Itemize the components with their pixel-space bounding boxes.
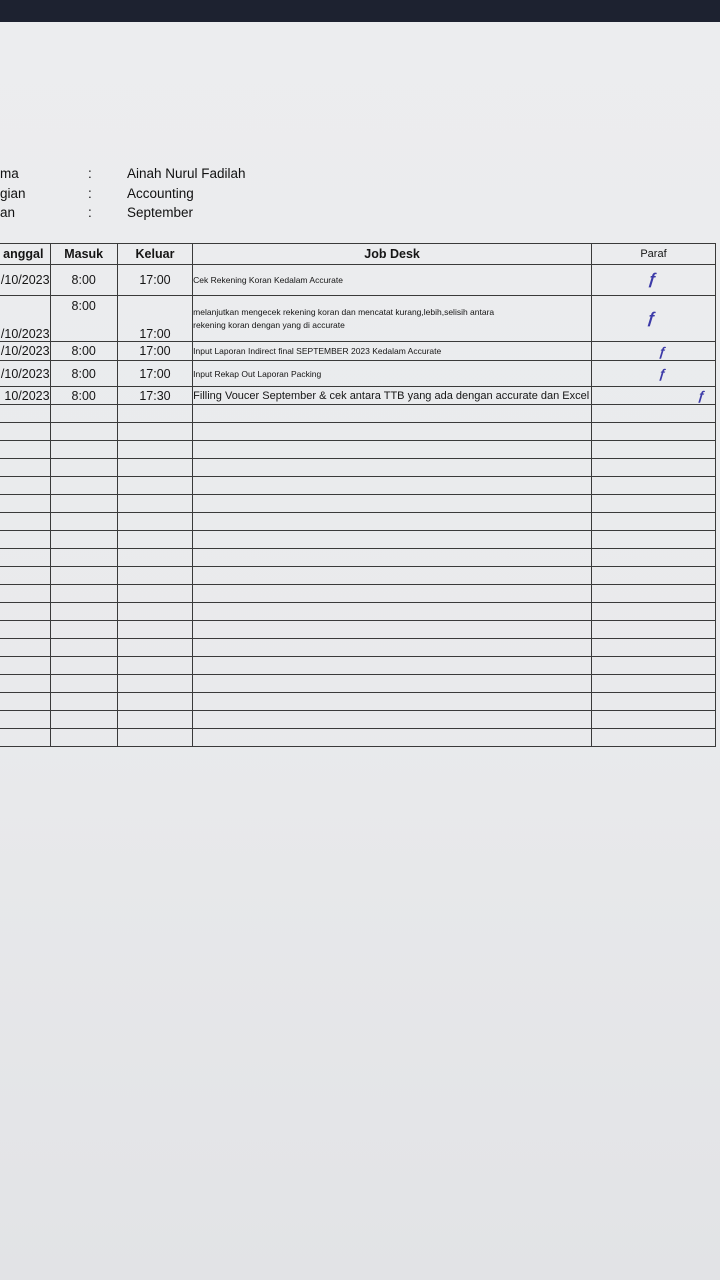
- empty-cell: [117, 513, 192, 531]
- empty-cell: [193, 477, 592, 495]
- empty-cell: [193, 531, 592, 549]
- empty-row: [0, 693, 716, 711]
- empty-cell: [591, 405, 715, 423]
- empty-cell: [50, 423, 117, 441]
- empty-cell: [0, 675, 50, 693]
- name-label: ma: [0, 166, 19, 181]
- empty-cell: [193, 657, 592, 675]
- row-date: /10/2023: [0, 361, 50, 387]
- signature-mark-icon: ƒ: [658, 343, 667, 359]
- row-job: [193, 296, 592, 342]
- empty-cell: [193, 603, 592, 621]
- empty-cell: [193, 585, 592, 603]
- empty-row: [0, 639, 716, 657]
- empty-row: [0, 567, 716, 585]
- row-job: Cek Rekening Koran Kedalam Accurate: [193, 265, 592, 296]
- empty-cell: [50, 549, 117, 567]
- empty-cell: [117, 675, 192, 693]
- row-out: 17:00: [117, 361, 192, 387]
- empty-cell: [193, 639, 592, 657]
- empty-cell: [591, 693, 715, 711]
- table-row: [0, 265, 716, 296]
- empty-cell: [117, 621, 192, 639]
- empty-cell: [0, 585, 50, 603]
- empty-cell: [0, 477, 50, 495]
- empty-cell: [50, 513, 117, 531]
- empty-cell: [591, 621, 715, 639]
- document-page: [0, 22, 720, 1280]
- empty-cell: [50, 459, 117, 477]
- row-date: /10/2023: [0, 265, 50, 296]
- signature-mark-icon: ƒ: [658, 366, 667, 381]
- empty-cell: [591, 513, 715, 531]
- row-in: [50, 296, 117, 342]
- empty-cell: [117, 405, 192, 423]
- row-out: 17:00: [117, 296, 192, 342]
- empty-cell: [0, 459, 50, 477]
- empty-cell: [193, 441, 592, 459]
- empty-cell: [50, 711, 117, 729]
- empty-cell: [591, 657, 715, 675]
- empty-cell: [591, 531, 715, 549]
- empty-row: [0, 495, 716, 513]
- empty-row: [0, 513, 716, 531]
- empty-cell: [117, 567, 192, 585]
- empty-cell: [0, 657, 50, 675]
- month-colon: :: [88, 205, 92, 220]
- header-in: Masuk: [50, 244, 117, 265]
- empty-cell: [0, 495, 50, 513]
- department-value: Accounting: [127, 186, 194, 201]
- empty-cell: [50, 495, 117, 513]
- empty-cell: [591, 495, 715, 513]
- table-header-row: [0, 244, 716, 265]
- table-row: [0, 387, 716, 405]
- empty-cell: [193, 549, 592, 567]
- empty-row: [0, 729, 716, 747]
- empty-cell: [117, 711, 192, 729]
- empty-cell: [193, 495, 592, 513]
- empty-cell: [591, 675, 715, 693]
- empty-cell: [50, 441, 117, 459]
- empty-row: [0, 621, 716, 639]
- empty-cell: [193, 459, 592, 477]
- department-colon: :: [88, 186, 92, 201]
- row-date: /10/2023: [0, 342, 50, 361]
- empty-row: [0, 459, 716, 477]
- empty-cell: [50, 477, 117, 495]
- empty-cell: [0, 405, 50, 423]
- empty-cell: [117, 459, 192, 477]
- empty-cell: [591, 585, 715, 603]
- empty-cell: [117, 639, 192, 657]
- row-job: Filling Voucer September & cek antara TTB yang ada dengan accurate dan Excel: [193, 387, 592, 405]
- empty-cell: [117, 693, 192, 711]
- header-job-desk: Job Desk: [193, 244, 592, 265]
- signature-mark-icon: ƒ: [646, 309, 657, 327]
- row-job: Input Laporan Indirect final SEPTEMBER 2023 Kedalam Accurate: [193, 342, 592, 361]
- empty-cell: [591, 729, 715, 747]
- empty-cell: [193, 423, 592, 441]
- empty-cell: [117, 441, 192, 459]
- empty-cell: [0, 423, 50, 441]
- row-out: 17:00: [117, 342, 192, 361]
- empty-cell: [117, 549, 192, 567]
- row-in-value: 8:00: [71, 299, 96, 313]
- empty-row: [0, 423, 716, 441]
- empty-cell: [0, 729, 50, 747]
- empty-cell: [591, 549, 715, 567]
- empty-cell: [0, 567, 50, 585]
- empty-cell: [0, 639, 50, 657]
- empty-cell: [591, 441, 715, 459]
- row-in: 8:00: [50, 387, 117, 405]
- row-job-line2: rekening koran dengan yang di accurate: [193, 319, 345, 330]
- empty-cell: [193, 729, 592, 747]
- empty-cell: [193, 567, 592, 585]
- empty-cell: [0, 603, 50, 621]
- row-in: 8:00: [50, 265, 117, 296]
- empty-cell: [50, 729, 117, 747]
- empty-row: [0, 711, 716, 729]
- empty-cell: [50, 603, 117, 621]
- empty-cell: [0, 621, 50, 639]
- row-date: 10/2023: [0, 387, 50, 405]
- department-label: gian: [0, 186, 26, 201]
- empty-cell: [193, 693, 592, 711]
- row-paraf: [591, 361, 715, 387]
- empty-cell: [591, 639, 715, 657]
- empty-cell: [0, 441, 50, 459]
- empty-cell: [591, 459, 715, 477]
- month-label: an: [0, 205, 16, 220]
- empty-cell: [50, 567, 117, 585]
- empty-row: [0, 657, 716, 675]
- empty-row: [0, 675, 716, 693]
- table-row: [0, 342, 716, 361]
- empty-cell: [193, 711, 592, 729]
- header-paraf: Paraf: [591, 244, 715, 265]
- empty-cell: [193, 621, 592, 639]
- empty-cell: [193, 405, 592, 423]
- empty-cell: [50, 531, 117, 549]
- header-out: Keluar: [117, 244, 192, 265]
- empty-cell: [0, 711, 50, 729]
- empty-cell: [591, 423, 715, 441]
- empty-cell: [117, 603, 192, 621]
- signature-mark-icon: ƒ: [647, 271, 658, 288]
- empty-cell: [117, 657, 192, 675]
- empty-cell: [0, 693, 50, 711]
- empty-cell: [591, 477, 715, 495]
- row-in: 8:00: [50, 361, 117, 387]
- row-paraf: [591, 265, 715, 296]
- empty-cell: [117, 495, 192, 513]
- attendance-table: [0, 243, 716, 747]
- signature-mark-icon: ƒ: [697, 388, 706, 403]
- empty-cell: [591, 567, 715, 585]
- header-date: anggal: [0, 244, 50, 265]
- empty-row: [0, 585, 716, 603]
- empty-cell: [0, 531, 50, 549]
- empty-cell: [50, 405, 117, 423]
- empty-row: [0, 477, 716, 495]
- row-out: 17:30: [117, 387, 192, 405]
- empty-cell: [591, 603, 715, 621]
- empty-cell: [50, 675, 117, 693]
- month-value: September: [127, 205, 194, 220]
- table-row: [0, 296, 716, 342]
- row-paraf: [591, 296, 715, 342]
- empty-cell: [117, 729, 192, 747]
- name-value: Ainah Nurul Fadilah: [127, 166, 246, 181]
- empty-cell: [117, 531, 192, 549]
- empty-cell: [591, 711, 715, 729]
- row-out: 17:00: [117, 265, 192, 296]
- empty-cell: [117, 477, 192, 495]
- empty-cell: [117, 585, 192, 603]
- name-colon: :: [88, 166, 92, 181]
- empty-row: [0, 549, 716, 567]
- empty-cell: [117, 423, 192, 441]
- empty-cell: [50, 621, 117, 639]
- empty-cell: [50, 657, 117, 675]
- empty-cell: [50, 585, 117, 603]
- empty-row: [0, 441, 716, 459]
- row-paraf: [591, 387, 715, 405]
- empty-row: [0, 405, 716, 423]
- empty-cell: [0, 513, 50, 531]
- empty-cell: [0, 549, 50, 567]
- row-in: 8:00: [50, 342, 117, 361]
- empty-row: [0, 603, 716, 621]
- empty-cell: [193, 675, 592, 693]
- empty-cell: [50, 639, 117, 657]
- table-row: [0, 361, 716, 387]
- row-job-line1: melanjutkan mengecek rekening koran dan mencatat kurang,lebih,selisih antara: [193, 306, 495, 317]
- empty-row: [0, 531, 716, 549]
- empty-cell: [193, 513, 592, 531]
- empty-cell: [50, 693, 117, 711]
- row-paraf: [591, 342, 715, 361]
- row-job: Input Rekap Out Laporan Packing: [193, 361, 592, 387]
- row-date: /10/2023: [0, 296, 50, 342]
